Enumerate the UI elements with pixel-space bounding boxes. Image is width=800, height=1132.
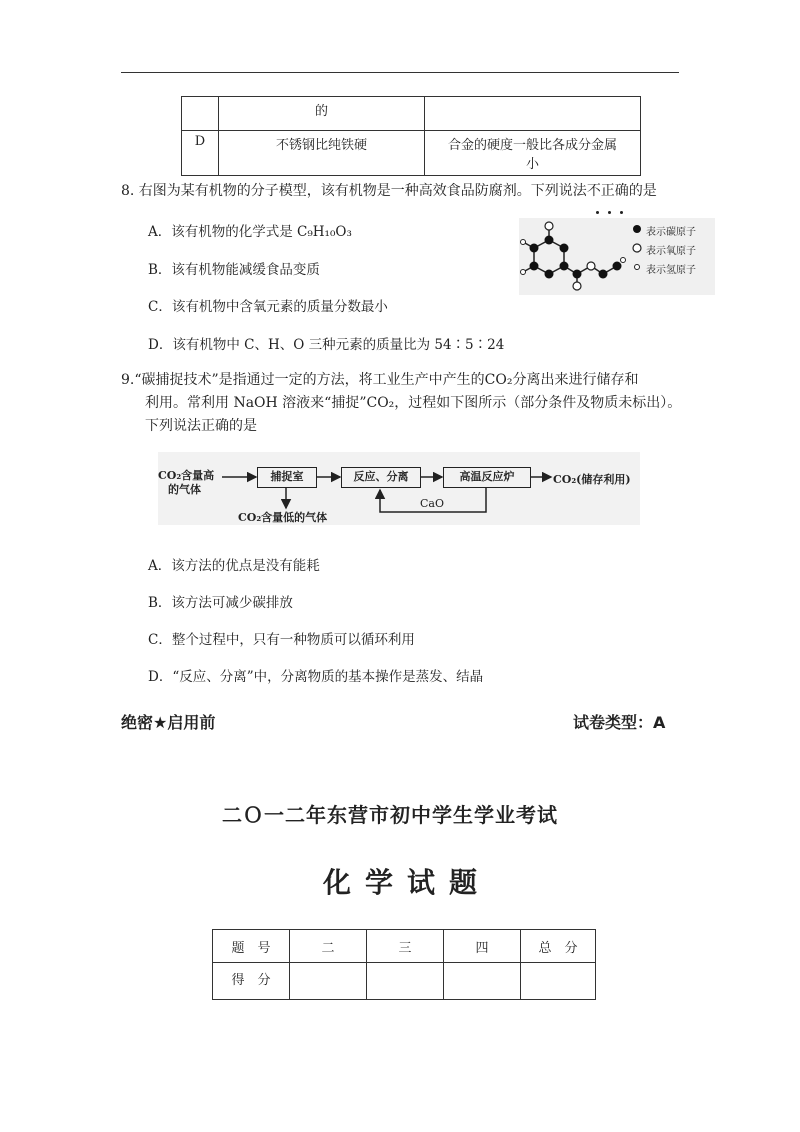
top-rule	[121, 72, 679, 73]
carbon-capture-flow-diagram	[158, 452, 640, 525]
q8-option-c: C．该有机物中含氧元素的质量分数最小	[148, 299, 388, 315]
stem-emphasis: 不正确	[586, 183, 629, 199]
table-cell	[425, 97, 641, 131]
legend-carbon: 表示碳原子	[646, 227, 696, 238]
table-cell: D	[182, 131, 219, 176]
table-cell	[182, 97, 219, 131]
score-header-cell: 二	[290, 930, 367, 963]
q8-option-b: B．该有机物能减缓食品变质	[148, 262, 320, 278]
question-8-stem	[121, 180, 657, 202]
score-header-cell: 四	[444, 930, 521, 963]
confidential-label: 绝密★启用前	[121, 713, 216, 732]
exam-title: 二Ｏ一二年东营市初中学生学业考试	[222, 803, 558, 827]
cell-line: 合金的硬度一般比各成分金属	[447, 138, 617, 153]
flow-box-capture: 捕捉室	[257, 467, 317, 488]
score-header-cell: 总 分	[521, 930, 596, 963]
cell-line: 小	[525, 157, 539, 172]
q9-option-b: B．该方法可减少碳排放	[148, 595, 293, 611]
score-table	[212, 929, 596, 1000]
flow-input-label	[158, 469, 214, 497]
q8-option-d: D．该有机物中 C、H、O 三种元素的质量比为 54∶5∶24	[148, 337, 505, 353]
stem-text: 的是	[628, 183, 657, 199]
score-row-label: 得 分	[213, 963, 290, 1000]
flow-input-line: 的气体	[168, 483, 201, 496]
score-cell	[444, 963, 521, 1000]
flow-box-react-separate: 反应、分离	[341, 467, 421, 488]
stem-text: 8. 右图为某有机物的分子模型，该有机物是一种高效食品防腐剂。下列说法	[121, 183, 587, 199]
question-9-line-2: 利用。常利用 NaOH 溶液来“捕捉”CO₂，过程如下图所示（部分条件及物质未标出）。	[145, 395, 682, 411]
score-header-cell: 三	[367, 930, 444, 963]
q8-option-a: A．该有机物的化学式是 C₉H₁₀O₃	[148, 224, 352, 240]
flow-arrows	[158, 452, 640, 525]
flow-low-co2-label: CO₂含量低的气体	[238, 511, 328, 524]
previous-answer-table	[181, 96, 641, 176]
question-9-line-3: 下列说法正确的是	[145, 418, 257, 434]
table-cell: 的	[219, 97, 425, 131]
legend-hydrogen: 表示氢原子	[646, 265, 696, 276]
score-cell	[290, 963, 367, 1000]
flow-output-label: CO₂(储存利用)	[553, 473, 631, 486]
subject-title: 化学试题	[322, 866, 491, 899]
flow-input-line: CO₂含量高	[158, 469, 215, 482]
legend-oxygen: 表示氧原子	[646, 246, 696, 257]
q9-option-a: A．该方法的优点是没有能耗	[148, 558, 320, 574]
flow-cao-label: CaO	[420, 497, 444, 510]
paper-type-label: 试卷类型：A	[573, 713, 666, 732]
q9-option-d: D．“反应、分离”中，分离物质的基本操作是蒸发、结晶	[148, 669, 484, 685]
score-cell	[521, 963, 596, 1000]
flow-box-furnace: 高温反应炉	[443, 467, 531, 488]
molecule-model-figure	[519, 218, 715, 295]
q9-option-c: C．整个过程中，只有一种物质可以循环利用	[148, 632, 415, 648]
score-cell	[367, 963, 444, 1000]
score-header-cell: 题 号	[213, 930, 290, 963]
table-cell: 不锈钢比纯铁硬	[219, 131, 425, 176]
emphasis-dots	[596, 199, 632, 218]
question-9-line-1: 9.“碳捕捉技术”是指通过一定的方法，将工业生产中产生的CO₂分离出来进行储存和	[121, 372, 639, 388]
table-cell	[425, 131, 641, 176]
